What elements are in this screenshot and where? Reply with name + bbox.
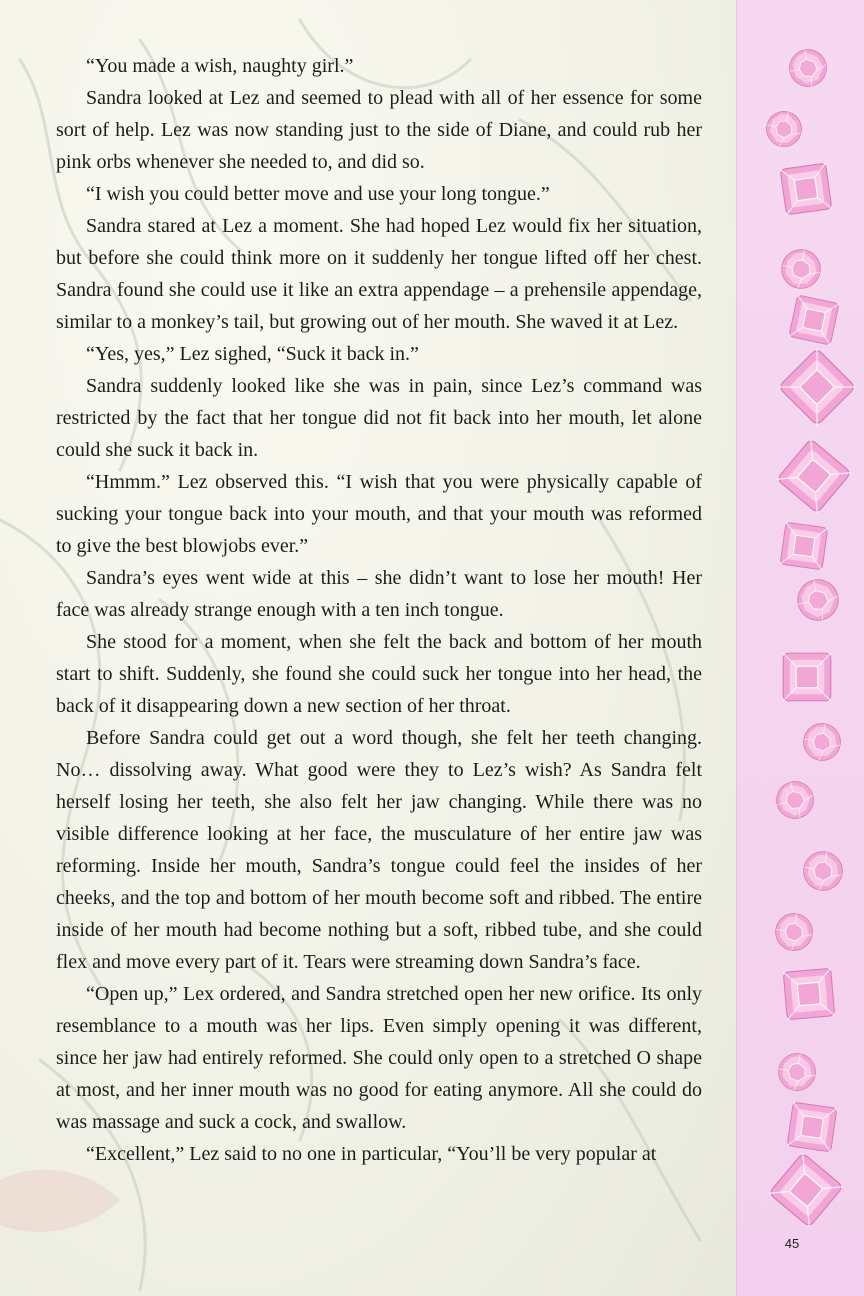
paragraph: Sandra looked at Lez and seemed to plead with all of her essence for some sort of help. Lez was now standing just to the side of Diane, and could rub her pink orbs whenever she needed to, and did so. [56,87,702,173]
pink-gem-icon [777,245,826,294]
pink-gem-icon [769,909,818,955]
paragraph: Sandra suddenly looked like she was in pain, since Lez’s command was restricted by the fact that her tongue did not fit back into her mouth, let alone could she suck it back in. [56,375,702,461]
paragraph: “Open up,” Lex ordered, and Sandra stretched open her new orifice. Its only resemblance to a mouth was her lips. Even simply opening it was different, since her jaw had entirely reformed. She could only open to a stretched O shape at most, and her inner mouth was no good for eating anymore. All she could do was massage and suck a cock, and swallow. [56,983,702,1133]
pink-gem-icon [780,646,834,708]
paragraph: “I wish you could better move and use your long tongue.” [86,183,550,205]
paragraph: Sandra’s eyes went wide at this – she didn’t want to lose her mouth! Her face was already strange enough with a ten inch tongue. [56,567,702,621]
pink-gem-icon [786,292,843,349]
pink-gem-icon [775,519,833,574]
pink-gem-icon [776,155,836,224]
paragraph: “You made a wish, naughty girl.” [86,55,354,77]
paragraph: Before Sandra could get out a word though, she felt her teeth changing. No… dissolving away. What good were they to Lez’s wish? As Sandra felt herself losing her teeth, she also felt her jaw changing. While there was no visible difference looking at her face, the musculature of her entire jaw was reforming. Inside her mouth, Sandra’s tongue could feel the insides of her cheeks, and the top and bottom of her mouth become soft and ribbed. The entire inside of her mouth had become nothing but a soft, ribbed tube, and she could flex and move every part of it. Tears were streaming down Sandra’s face. [56,727,702,973]
pink-gem-icon [779,960,838,1028]
pink-gem-icon [783,1099,841,1156]
paragraph: Sandra stared at Lez a moment. She had hoped Lez would fix her situation, but before she could think more on it suddenly her tongue lifted off her chest. Sandra found she could use it like an extra appendage – a prehensile appendage, similar to a monkey’s tail, but growing out of her mouth. She waved it at Lez. [56,215,702,333]
pink-gem-icon [798,846,848,896]
paragraph: “Yes, yes,” Lez sighed, “Suck it back in.” [86,343,419,365]
paragraph: She stood for a moment, when she felt the back and bottom of her mouth start to shift. Suddenly, she found she could suck her tongue into her head, the back of it disappearing down a new section of her throat. [56,631,702,717]
story-text [56,50,702,1170]
page-number: 45 [784,1236,800,1251]
pink-gem-icon [792,574,844,626]
pink-gem-icon [773,1049,821,1096]
pink-gem-icon [797,718,847,765]
pink-gem-icon [783,44,833,91]
paragraph: “Excellent,” Lez said to no one in particular, “You’ll be very popular at [86,1143,657,1165]
paragraph: “Hmmm.” Lez observed this. “I wish that you were physically capable of sucking your tongue back into your mouth, and that your mouth was reformed to give the best blowjobs ever.” [56,471,702,557]
